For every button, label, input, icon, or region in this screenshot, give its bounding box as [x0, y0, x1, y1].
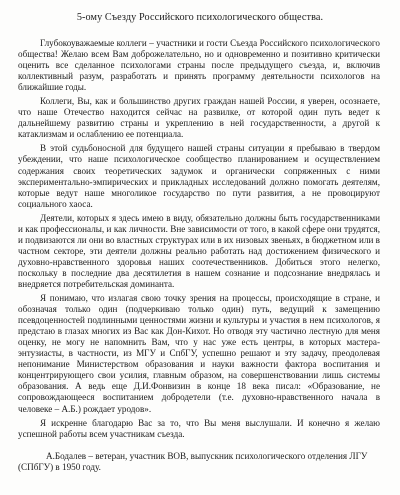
paragraph-crossroads: Коллеги, Вы, как и большинство других граждан нашей России, я уверен, осознаете, что наше Отечество находится сейчас на развилке, от которой один путь ведет к дальнейшему развитию страны и укреплению в ней государственности, а другой к катаклизмам и ослаблению ее потенциала. — [18, 96, 380, 140]
paragraph-greeting: Глубокоуважаемые коллеги – участники и гости Съезда Российского психологического общества! Желаю всем Вам доброжелательно, но и одновременно и позитивно критически оценить все сделанное психологами страны после предыдущего съезда, и, включив коллективный разум, разработать и принять программу деятельности психологов на ближайшие годы. — [18, 38, 380, 93]
paragraph-thanks: Я искренне благодарю Вас за то, что Вы меня выслушали. И конечно я желаю успешной работы всем участникам съезда. — [18, 417, 380, 439]
document-body — [18, 38, 380, 443]
paragraph-don-quixote: Я понимаю, что излагая свою точку зрения на процессы, происходящие в стране, и обозначая только один (подчеркиваю только один) путь, ведущий к замещению псевдоценностей подлинными ценностями жизни и культуры и участия в нем психологов, я предстаю в глазах многих из Вас как Дон-Кихот. Но отводя эту частично лестную для меня оценку, не могу не напомнить Вам, что у нас уже есть центры, в которых мастера-энтузиасты, в частности, из МГУ и СпбГУ, успешно решают и эту задачу, преодолевая непонимание Министерством образования и науки важности фактора воспитания и концентрирующего свои усилия, главным образом, на совершенствовании лишь системы образования. А ведь еще Д.И.Фонвизин в конце 18 века писал: «Образование, не сопровождающееся воспитанием добродетели (т.е. духовно-нравственного начала в человеке – А.Б.) рождает уродов». — [18, 293, 380, 414]
signature-block — [18, 451, 380, 473]
document-title: 5-ому Съезду Российского психологического общества. — [76, 12, 324, 23]
paragraph-conviction: В этой судьбоносной для будущего нашей страны ситуации я пребываю в твердом убеждении, что наше психологическое сообщество планированием и осуществлением содержания своих теоретических задумок и органически сопряженных с ними экспериментально-эмпирических и прикладных исследований должно помогать деятелям, которые ведут наше многоликое государство по пути развития, а не провоцируют социального хаоса. — [18, 143, 380, 209]
paragraph-statesmen: Деятели, которых я здесь имею в виду, обязательно должны быть государственниками и как профессионалы, и как личности. Вне зависимости от того, в какой сфере они трудятся, и подвизаются ли они во властных структурах или в их низовых звеньях, в бюджетном или в частном секторе, эти деятели должны реально работать над достижением физического и духовно-нравственного здоровья наших соотечественников. Добиться этого нелегко, поскольку в последние два десятилетия в нашем сознание и подсознание внедрялась и внедряется потребительская доминанта. — [18, 212, 380, 289]
signature-text: А.Бодалев – ветеран, участник ВОВ, выпускник психологического отделения ЛГУ (СПбГУ) в 1950 году. — [18, 451, 368, 472]
